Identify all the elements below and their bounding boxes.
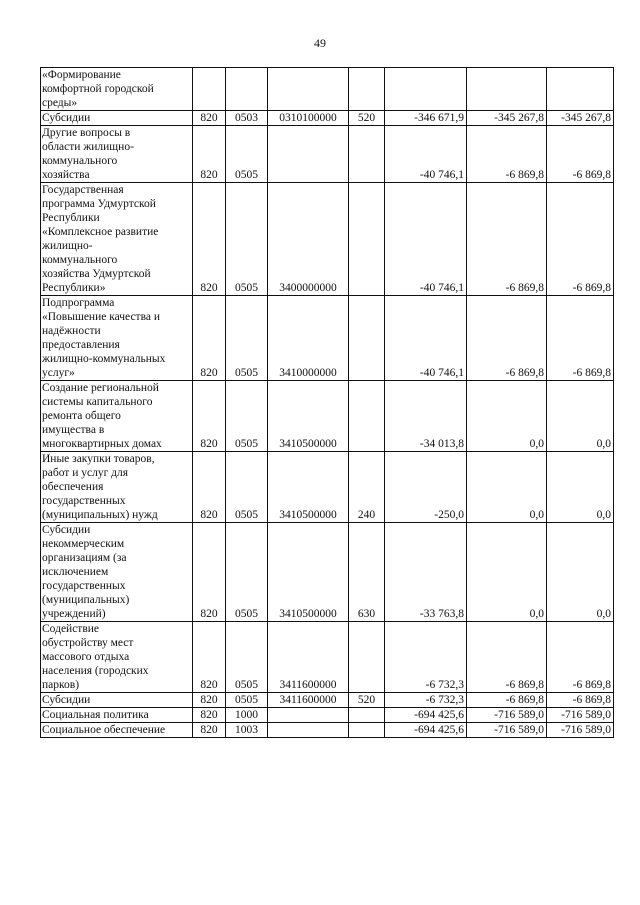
row-rz — [226, 68, 268, 111]
row-year3: -6 869,8 — [547, 126, 614, 183]
table-row — [41, 183, 614, 296]
table-row — [41, 723, 614, 738]
row-csr — [268, 68, 349, 111]
row-year2: 0,0 — [467, 523, 547, 622]
row-rz: 0505 — [226, 296, 268, 381]
row-name: Государственная программа Удмуртской Республики «Комплексное развитие жилищно- коммунального хозяйства Удмуртской Республики» — [41, 183, 193, 296]
row-year1: -694 425,6 — [385, 708, 467, 723]
row-csr: 3410000000 — [268, 296, 349, 381]
row-rz: 1003 — [226, 723, 268, 738]
row-rz: 0505 — [226, 381, 268, 452]
row-ved — [193, 68, 226, 111]
row-rz: 1000 — [226, 708, 268, 723]
row-csr: 3410500000 — [268, 452, 349, 523]
row-year2 — [467, 68, 547, 111]
row-year1: -6 732,3 — [385, 693, 467, 708]
row-year1: -40 746,1 — [385, 183, 467, 296]
row-year2: -6 869,8 — [467, 693, 547, 708]
row-vr — [349, 126, 385, 183]
row-name: Субсидии — [41, 111, 193, 126]
row-vr — [349, 68, 385, 111]
row-csr: 3411600000 — [268, 622, 349, 693]
row-year3: -6 869,8 — [547, 296, 614, 381]
row-ved: 820 — [193, 523, 226, 622]
row-vr — [349, 296, 385, 381]
row-vr — [349, 708, 385, 723]
row-vr — [349, 183, 385, 296]
row-year1 — [385, 68, 467, 111]
table-row — [41, 452, 614, 523]
row-rz: 0505 — [226, 693, 268, 708]
table-row — [41, 693, 614, 708]
row-year3: -716 589,0 — [547, 723, 614, 738]
row-year1: -6 732,3 — [385, 622, 467, 693]
row-csr: 0310100000 — [268, 111, 349, 126]
row-year3 — [547, 68, 614, 111]
row-vr — [349, 723, 385, 738]
row-ved: 820 — [193, 622, 226, 693]
row-year3: -6 869,8 — [547, 693, 614, 708]
row-vr: 240 — [349, 452, 385, 523]
row-year2: -6 869,8 — [467, 296, 547, 381]
row-year3: -6 869,8 — [547, 622, 614, 693]
row-ved: 820 — [193, 296, 226, 381]
row-rz: 0505 — [226, 452, 268, 523]
row-vr — [349, 622, 385, 693]
row-ved: 820 — [193, 693, 226, 708]
row-name: Социальная политика — [41, 708, 193, 723]
row-csr: 3410500000 — [268, 523, 349, 622]
row-ved: 820 — [193, 452, 226, 523]
row-year2: -716 589,0 — [467, 723, 547, 738]
row-ved: 820 — [193, 381, 226, 452]
row-name: Создание региональной системы капитального ремонта общего имущества в многоквартирных домах — [41, 381, 193, 452]
row-name: Содействие обустройству мест массового отдыха населения (городских парков) — [41, 622, 193, 693]
row-ved: 820 — [193, 723, 226, 738]
budget-table — [40, 67, 614, 738]
table-row — [41, 126, 614, 183]
row-vr: 520 — [349, 111, 385, 126]
row-rz: 0503 — [226, 111, 268, 126]
row-vr — [349, 381, 385, 452]
row-name: Подпрограмма «Повышение качества и надёжности предоставления жилищно-коммунальных услуг» — [41, 296, 193, 381]
row-name: Субсидии — [41, 693, 193, 708]
row-csr: 3400000000 — [268, 183, 349, 296]
row-year2: 0,0 — [467, 381, 547, 452]
row-name: Социальное обеспечение — [41, 723, 193, 738]
row-year1: -346 671,9 — [385, 111, 467, 126]
row-year1: -694 425,6 — [385, 723, 467, 738]
row-ved: 820 — [193, 126, 226, 183]
table-row — [41, 111, 614, 126]
row-rz: 0505 — [226, 622, 268, 693]
row-year1: -33 763,8 — [385, 523, 467, 622]
row-rz: 0505 — [226, 523, 268, 622]
table-row — [41, 381, 614, 452]
table-row — [41, 708, 614, 723]
row-ved: 820 — [193, 708, 226, 723]
page-number: 49 — [314, 36, 326, 50]
table-row — [41, 296, 614, 381]
row-csr — [268, 126, 349, 183]
table-row — [41, 523, 614, 622]
row-year1: -250,0 — [385, 452, 467, 523]
row-year1: -40 746,1 — [385, 296, 467, 381]
table-row — [41, 622, 614, 693]
row-year3: -716 589,0 — [547, 708, 614, 723]
row-rz: 0505 — [226, 126, 268, 183]
row-name: «Формирование комфортной городской среды» — [41, 68, 193, 111]
row-year3: 0,0 — [547, 523, 614, 622]
row-name: Субсидии некоммерческим организациям (за исключением государственных (муниципальных) учреждений) — [41, 523, 193, 622]
row-year2: -6 869,8 — [467, 126, 547, 183]
row-year1: -40 746,1 — [385, 126, 467, 183]
row-csr: 3411600000 — [268, 693, 349, 708]
row-year3: -345 267,8 — [547, 111, 614, 126]
row-ved: 820 — [193, 183, 226, 296]
row-rz: 0505 — [226, 183, 268, 296]
row-vr: 630 — [349, 523, 385, 622]
row-name: Иные закупки товаров, работ и услуг для обеспечения государственных (муниципальных) нужд — [41, 452, 193, 523]
row-year2: -716 589,0 — [467, 708, 547, 723]
row-ved: 820 — [193, 111, 226, 126]
row-csr — [268, 708, 349, 723]
row-year1: -34 013,8 — [385, 381, 467, 452]
row-year2: 0,0 — [467, 452, 547, 523]
row-year2: -345 267,8 — [467, 111, 547, 126]
row-year3: 0,0 — [547, 452, 614, 523]
row-year2: -6 869,8 — [467, 622, 547, 693]
row-year3: 0,0 — [547, 381, 614, 452]
row-csr — [268, 723, 349, 738]
table-row — [41, 68, 614, 111]
row-csr: 3410500000 — [268, 381, 349, 452]
row-name: Другие вопросы в области жилищно- коммунального хозяйства — [41, 126, 193, 183]
row-year3: -6 869,8 — [547, 183, 614, 296]
row-year2: -6 869,8 — [467, 183, 547, 296]
row-vr: 520 — [349, 693, 385, 708]
